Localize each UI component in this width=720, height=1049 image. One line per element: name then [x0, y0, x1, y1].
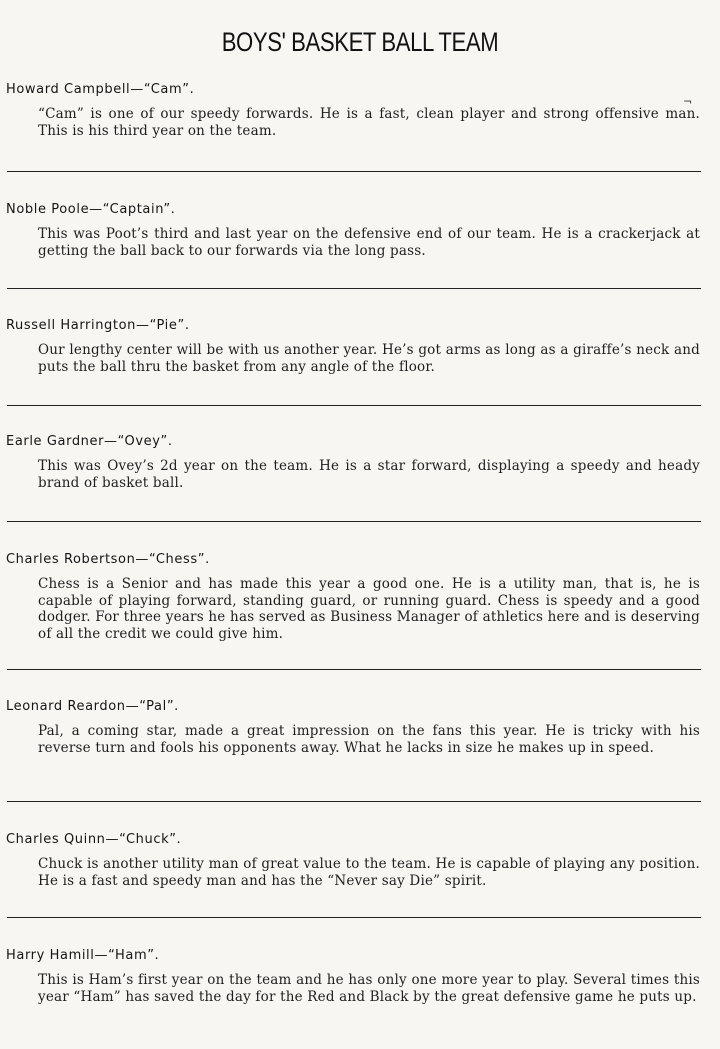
player-description: Chuck is another utility man of great value to the team. He is capable of playing any position. He is a fast and speedy man and has the “Never say Die” spirit. [38, 856, 700, 889]
page-title: BOYS' BASKET BALL TEAM [221, 27, 499, 57]
player-name: Harry Hamill—“Ham”. [6, 948, 160, 963]
player-name: Earle Gardner—“Ovey”. [6, 434, 173, 449]
player-description: This was Poot’s third and last year on the defensive end of our team. He is a crackerjack at getting the ball back to our forwards via the long pass. [38, 226, 700, 259]
player-description: This was Ovey’s 2d year on the team. He is a star forward, displaying a speedy and heady brand of basket ball. [38, 458, 700, 491]
player-name: Charles Quinn—“Chuck”. [6, 832, 182, 847]
player-name: Noble Poole—“Captain”. [6, 202, 176, 217]
section-divider [7, 521, 701, 522]
player-description: Chess is a Senior and has made this year a good one. He is a utility man, that is, he is capable of playing forward, standing guard, or running guard. Chess is speedy and a good dodger. For three years he has served as Business Manager of athletics here and is deserving of all the credit we could give him. [38, 576, 700, 642]
section-divider [7, 917, 701, 918]
player-description: “Cam” is one of our speedy forwards. He is a fast, clean player and strong offensive man. This is his third year on the team. [38, 106, 700, 139]
player-description: Our lengthy center will be with us another year. He’s got arms as long as a giraffe’s neck and puts the ball thru the basket from any angle of the floor. [38, 342, 700, 375]
section-divider [7, 171, 701, 172]
section-divider [7, 288, 701, 289]
player-name: Charles Robertson—“Chess”. [6, 552, 210, 567]
player-description: This is Ham’s first year on the team and he has only one more year to play. Several times this year “Ham” has saved the day for the Red and Black by the great defensive game he puts up. [38, 972, 700, 1005]
section-divider [7, 669, 701, 670]
player-description: Pal, a coming star, made a great impression on the fans this year. He is tricky with his reverse turn and fools his opponents away. What he lacks in size he makes up in speed. [38, 723, 700, 756]
section-divider [7, 405, 701, 406]
player-name: Leonard Reardon—“Pal”. [6, 699, 179, 714]
corner-mark: ¬ [683, 95, 693, 108]
section-divider [7, 801, 701, 802]
player-name: Russell Harrington—“Pie”. [6, 318, 190, 333]
player-name: Howard Campbell—“Cam”. [6, 82, 195, 97]
